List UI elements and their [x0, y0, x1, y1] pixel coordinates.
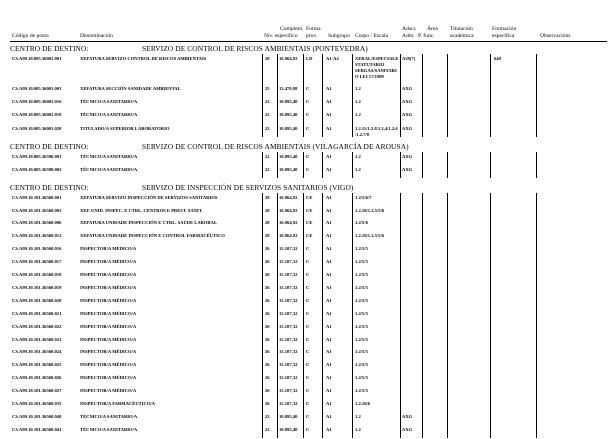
- cell-subgrupo: A1: [326, 336, 332, 342]
- cell-nivel: 26: [265, 375, 270, 381]
- cell-complemento: 10.095,40: [279, 166, 298, 172]
- cell-corpo: /1.2.7/8: [355, 131, 370, 137]
- cell-nivel: 26: [265, 362, 270, 368]
- cell-forma: C: [306, 413, 310, 419]
- column-divider: [400, 54, 401, 137]
- cell-nivel: 26: [265, 272, 270, 277]
- header-nivel: Niv. específico: [264, 33, 298, 39]
- column-divider: [352, 54, 353, 137]
- cell-denominacion: TÉCNICO/A SANITARIO/A: [80, 413, 138, 419]
- cell-nivel: 28: [265, 207, 270, 213]
- cell-complemento: 15.107,32: [279, 323, 298, 329]
- cell-nivel: 28: [265, 56, 270, 61]
- cell-code: CS.A99.10.005.36590.002: [12, 166, 62, 172]
- column-divider: [422, 152, 423, 178]
- cell-complemento: 15.107,32: [279, 272, 298, 277]
- cell-denominacion: XEFATURA SECCIÓN SANIDADE AMBIENTAL: [80, 86, 181, 91]
- header-prov: prov.: [306, 33, 318, 39]
- cell-nivel: 26: [265, 388, 270, 394]
- header-subgrupo: Subgrupo: [328, 33, 350, 39]
- cell-nivel: 22: [265, 413, 270, 419]
- cell-nivel: 22: [265, 99, 270, 105]
- cell-corpo: 1.2/5/5: [355, 388, 368, 394]
- cell-subgrupo: A1: [326, 220, 332, 226]
- cell-forma: CE: [306, 233, 313, 239]
- cell-corpo: 1.2.11/1.2.8/1.2.4/1.2.6: [355, 125, 398, 131]
- cell-nivel: 26: [265, 284, 270, 290]
- cell-nivel: 22: [265, 153, 270, 159]
- cell-subgrupo: A1: [326, 401, 332, 406]
- column-divider: [303, 152, 304, 178]
- cell-code: CS.A99.10.101.36560.019: [12, 284, 62, 290]
- section-title: SERVIZO DE CONTROL DE RISCOS AMBIENTAIS (PONTEVEDRA): [142, 44, 368, 53]
- cell-corpo: 1.2/5/5: [355, 336, 368, 342]
- cell-subgrupo: A1-A2: [326, 56, 339, 61]
- cell-code: CS.A99.10.101.36560.023: [12, 336, 62, 342]
- cell-code: CS.A99.10.101.36560.021: [12, 310, 62, 316]
- section-title: SERVIZO DE INSPECCIÓN DE SERVIZOS SANITARIOS (VIGO): [142, 182, 354, 192]
- cell-complemento: 15.107,32: [279, 259, 298, 265]
- cell-complemento: 10.095,40: [279, 112, 298, 118]
- column-divider: [262, 152, 263, 178]
- header-titulacion: Titulación: [450, 26, 473, 32]
- cell-adscr: A29(7): [402, 56, 416, 61]
- cell-forma: C: [306, 349, 310, 355]
- cell-forma: C: [306, 153, 310, 159]
- cell-adscr: AXG: [402, 426, 413, 432]
- cell-subgrupo: A1: [326, 426, 332, 432]
- column-divider: [536, 152, 537, 178]
- column-divider: [322, 193, 323, 438]
- cell-subgrupo: A1: [326, 194, 332, 200]
- cell-denominacion: XEFATURA SERVIZO INSPECCIÓN DE SERVIZOS SANITARIOS: [80, 194, 218, 200]
- cell-denominacion: XEFATURA UNIDADE INSPECCIÓN E CONTROL FARMACÉUTICO: [80, 233, 225, 239]
- cell-subgrupo: A1: [326, 272, 332, 277]
- cell-code: CS.A99.10.101.36560.041: [12, 426, 62, 432]
- cell-corpo: SERGAS/SANITARI: [355, 68, 397, 73]
- cell-code: CS.A99.10.101.36560.006: [12, 220, 62, 226]
- cell-corpo: 1.2: [355, 166, 361, 172]
- column-divider: [490, 54, 491, 137]
- cell-subgrupo: A1: [326, 207, 332, 213]
- cell-corpo: 1.2/5/5: [355, 349, 368, 355]
- cell-nivel: 28: [265, 194, 270, 200]
- cell-corpo: 1.2: [355, 426, 361, 432]
- cell-subgrupo: A1: [326, 323, 332, 329]
- cell-code: CS.A99.10.101.36560.040: [12, 413, 62, 419]
- column-divider: [400, 152, 401, 178]
- cell-denominacion: TITULADO/A SUPERIOR LABORATORIO: [80, 125, 170, 131]
- cell-nivel: 26: [265, 323, 270, 329]
- column-divider: [352, 193, 353, 438]
- cell-complemento: 10.095,40: [279, 99, 298, 105]
- cell-subgrupo: A1: [326, 86, 332, 91]
- column-divider: [536, 54, 537, 137]
- column-divider: [277, 193, 278, 438]
- cell-denominacion: INSPECTOR/A MÉDICO/A: [80, 310, 137, 316]
- header-codigo: Código de posto: [12, 33, 49, 39]
- cell-formacion: 640: [494, 56, 501, 61]
- cell-code: CS.A99.10.101.36560.012: [12, 233, 62, 239]
- cell-complemento: 10.095,40: [279, 413, 298, 419]
- column-divider: [400, 193, 401, 438]
- cell-code: CS.A99.10.101.36560.016: [12, 246, 62, 252]
- cell-complemento: 10.095,40: [279, 426, 298, 432]
- section-title: SERVIZO DE CONTROL DE RISCOS AMBIENTAIS (VILAGARCÍA DE AROUSA): [142, 141, 409, 151]
- cell-subgrupo: A1: [326, 99, 332, 105]
- cell-subgrupo: A1: [326, 375, 332, 381]
- cell-code: CS.A99.10.005.36001.020: [12, 125, 62, 131]
- cell-corpo: 1.2/5/6: [355, 220, 368, 226]
- cell-complemento: 15.107,32: [279, 336, 298, 342]
- cell-nivel: 26: [265, 246, 270, 252]
- cell-subgrupo: A1: [326, 246, 332, 252]
- cell-forma: C: [306, 284, 310, 290]
- cell-adscr: AXG: [402, 86, 413, 91]
- header-formacion: Formación: [492, 26, 517, 32]
- cell-corpo: 1.2: [355, 413, 361, 419]
- cell-corpo: 1.2/5/5: [355, 362, 368, 368]
- cell-forma: C: [306, 323, 310, 329]
- section-label: CENTRO DE DESTINO:: [10, 182, 89, 192]
- cell-code: CS.A99.10.005.36001.018: [12, 112, 62, 118]
- cell-complemento: 13.470,98: [279, 86, 298, 91]
- header-denominacion: Denominación: [80, 33, 113, 39]
- cell-corpo: 1.2: [355, 99, 361, 105]
- cell-complemento: 10.095,40: [279, 125, 298, 131]
- cell-denominacion: XEFATURA UNIDADE INSPECCIÓN E CTRL. SAÚDE LABORAL: [80, 220, 218, 226]
- column-divider: [490, 193, 491, 438]
- column-divider: [277, 152, 278, 178]
- cell-adscr: AXG: [402, 153, 413, 159]
- column-divider: [490, 152, 491, 178]
- cell-complemento: 15.107,32: [279, 375, 298, 381]
- cell-forma: C: [306, 388, 310, 394]
- cell-denominacion: INSPECTOR/A MÉDICO/A: [80, 259, 137, 265]
- cell-nivel: 28: [265, 220, 270, 226]
- column-divider: [277, 54, 278, 137]
- cell-forma: C: [306, 112, 310, 118]
- column-divider: [447, 152, 448, 178]
- cell-subgrupo: A1: [326, 297, 332, 303]
- cell-corpo: 1.2/5/5: [355, 310, 368, 316]
- cell-forma: C: [306, 259, 310, 265]
- cell-nivel: 26: [265, 349, 270, 355]
- cell-forma: C: [306, 375, 310, 381]
- cell-corpo: 1.2.10/1.2.5/5/6: [355, 233, 385, 239]
- cell-forma: C: [306, 246, 310, 252]
- header-area: Área: [427, 26, 438, 32]
- cell-corpo: 1.2/5/6/7: [355, 194, 372, 200]
- column-divider: [352, 152, 353, 178]
- cell-denominacion: INSPECTOR/A MÉDICO/A: [80, 297, 137, 303]
- header-corpo: Corpo / Escala: [355, 33, 388, 39]
- cell-denominacion: TÉCNICO/A SANITARIO/A: [80, 153, 138, 159]
- cell-nivel: 26: [265, 259, 270, 265]
- header-forma: Forma: [306, 26, 321, 32]
- cell-code: CS.A99.10.005.36590.001: [12, 153, 62, 159]
- cell-subgrupo: A1: [326, 233, 332, 239]
- cell-corpo: 1.2/5/5: [355, 272, 368, 277]
- cell-adscr: AXG: [402, 125, 413, 131]
- cell-adscr: AXG: [402, 166, 413, 172]
- cell-complemento: 15.107,32: [279, 349, 298, 355]
- cell-complemento: 16.964,92: [279, 233, 298, 239]
- cell-forma: C: [306, 362, 310, 368]
- column-divider: [322, 152, 323, 178]
- cell-nivel: 22: [265, 112, 270, 118]
- cell-complemento: 16.964,92: [279, 194, 298, 200]
- cell-forma: C: [306, 125, 310, 131]
- cell-nivel: 25: [265, 86, 270, 91]
- cell-corpo: 1.2/5/5: [355, 246, 368, 252]
- cell-forma: C: [306, 401, 310, 406]
- cell-subgrupo: A1: [326, 153, 332, 159]
- cell-nivel: 22: [265, 166, 270, 172]
- column-divider: [303, 193, 304, 438]
- cell-denominacion: INSPECTOR/A MÉDICO/A: [80, 246, 137, 252]
- cell-subgrupo: A1: [326, 388, 332, 394]
- cell-denominacion: INSPECTOR/A MÉDICO/A: [80, 375, 137, 381]
- cell-corpo: 1.2: [355, 112, 361, 118]
- cell-corpo: STATUTARIO: [355, 62, 385, 67]
- column-divider: [422, 54, 423, 137]
- cell-code: CS.A99.10.005.36001.003: [12, 86, 62, 91]
- cell-nivel: 22: [265, 426, 270, 432]
- cell-subgrupo: A1: [326, 166, 332, 172]
- cell-denominacion: INSPECTOR/A MÉDICO/A: [80, 336, 137, 342]
- column-divider: [303, 54, 304, 137]
- cell-forma: LD: [306, 56, 313, 61]
- cell-denominacion: TÉCNICO/A SANITARIO/A: [80, 426, 138, 432]
- cell-corpo: 1.2.10/1.2.5/5/6: [355, 207, 385, 213]
- cell-complemento: 15.107,32: [279, 246, 298, 252]
- cell-denominacion: TÉCNICO/A SANITARIO/A: [80, 112, 138, 118]
- column-divider: [536, 193, 537, 438]
- cell-code: CS.A99.10.005.36001.001: [12, 56, 62, 61]
- cell-denominacion: INSPECTOR/A MÉDICO/A: [80, 323, 137, 329]
- section-label: CENTRO DE DESTINO:: [10, 44, 89, 53]
- cell-forma: C: [306, 426, 310, 432]
- cell-corpo: 1.2: [355, 153, 361, 159]
- header-academica: académica: [450, 33, 474, 39]
- cell-code: CS.A99.10.101.36560.022: [12, 323, 62, 329]
- cell-adscr: AXG: [402, 99, 413, 105]
- cell-nivel: 22: [265, 125, 270, 131]
- header-complem: Complem.: [280, 26, 304, 32]
- cell-complemento: 16.964,92: [279, 207, 298, 213]
- cell-complemento: 15.107,32: [279, 401, 298, 406]
- cell-denominacion: INSPECTOR/A MÉDICO/A: [80, 272, 137, 277]
- cell-nivel: 28: [265, 233, 270, 239]
- header-rule: [10, 41, 607, 42]
- cell-denominacion: INSPECTOR/A MÉDICO/A: [80, 388, 137, 394]
- cell-code: CS.A99.10.101.36560.003: [12, 207, 62, 213]
- header-adm: Adm.: [402, 33, 415, 39]
- cell-complemento: 16.964,92: [279, 56, 298, 61]
- column-divider: [447, 54, 448, 137]
- cell-corpo: XERAL/ESPECIALE: [355, 56, 399, 61]
- column-divider: [322, 54, 323, 137]
- cell-forma: C: [306, 99, 310, 105]
- cell-nivel: 26: [265, 336, 270, 342]
- cell-code: CS.A99.10.101.36560.026: [12, 375, 62, 381]
- cell-code: CS.A99.10.101.36560.020: [12, 297, 62, 303]
- cell-code: CS.A99.10.101.36560.027: [12, 388, 62, 394]
- cell-complemento: 15.107,32: [279, 284, 298, 290]
- cell-code: CS.A99.10.005.36001.016: [12, 99, 62, 105]
- column-divider: [262, 193, 263, 438]
- cell-corpo: 1.2/5/5: [355, 259, 368, 265]
- cell-forma: C: [306, 166, 310, 172]
- cell-corpo: 1.2/5/5: [355, 375, 368, 381]
- cell-denominacion: XEFATURA SERVIZO CONTROL DE RISCOS AMBIENTAIS: [80, 56, 207, 61]
- cell-corpo: 1.2/5/5: [355, 323, 368, 329]
- cell-denominacion: INSPECTOR/A MÉDICO/A: [80, 349, 137, 355]
- cell-denominacion: INSPECTOR/A MÉDICO/A: [80, 284, 137, 290]
- cell-subgrupo: A1: [326, 125, 332, 131]
- cell-denominacion: XEF. UNID. INSPEC. E CTRL. CENTROS E PREST. SANIT.: [80, 207, 203, 213]
- cell-complemento: 15.107,32: [279, 310, 298, 316]
- cell-subgrupo: A1: [326, 284, 332, 290]
- cell-forma: C: [306, 297, 310, 303]
- cell-corpo: 1.2.10/6: [355, 401, 371, 406]
- cell-subgrupo: A1: [326, 259, 332, 265]
- cell-nivel: 26: [265, 401, 270, 406]
- cell-corpo: 1.2/5/5: [355, 284, 368, 290]
- header-pfunc: P. func.: [418, 33, 435, 39]
- cell-code: CS.A99.10.101.36560.017: [12, 259, 62, 265]
- cell-forma: C: [306, 310, 310, 316]
- cell-corpo: O LEI 17/1989: [355, 74, 384, 79]
- cell-code: CS.A99.10.101.36560.025: [12, 362, 62, 368]
- cell-forma: C: [306, 272, 310, 277]
- cell-nivel: 26: [265, 310, 270, 316]
- cell-denominacion: INSPECTOR/A MÉDICO/A: [80, 362, 137, 368]
- cell-code: CS.A99.10.101.36560.024: [12, 349, 62, 355]
- cell-code: CS.A99.10.101.36560.035: [12, 401, 62, 406]
- cell-forma: C: [306, 336, 310, 342]
- section-label: CENTRO DE DESTINO:: [10, 141, 89, 151]
- cell-denominacion: INSPECTOR/A FARMACÉUTICO/A: [80, 401, 155, 406]
- cell-code: CS.A99.10.101.36560.001: [12, 194, 62, 200]
- cell-complemento: 15.107,32: [279, 362, 298, 368]
- cell-code: CS.A99.10.101.36560.018: [12, 272, 62, 277]
- column-divider: [447, 193, 448, 438]
- cell-forma: CE: [306, 194, 313, 200]
- column-divider: [262, 54, 263, 137]
- cell-complemento: 15.107,32: [279, 297, 298, 303]
- cell-denominacion: TÉCNICO/A SANITARIO/A: [80, 99, 138, 105]
- cell-subgrupo: A1: [326, 310, 332, 316]
- cell-subgrupo: A1: [326, 413, 332, 419]
- column-divider: [422, 193, 423, 438]
- cell-forma: CE: [306, 220, 313, 226]
- cell-subgrupo: A1: [326, 349, 332, 355]
- cell-adscr: AXG: [402, 112, 413, 118]
- cell-subgrupo: A1: [326, 112, 332, 118]
- cell-denominacion: TÉCNICO/A SANITARIO/A: [80, 166, 138, 172]
- cell-nivel: 26: [265, 297, 270, 303]
- cell-complemento: 10.095,40: [279, 153, 298, 159]
- cell-forma: CE: [306, 207, 313, 213]
- cell-subgrupo: A1: [326, 362, 332, 368]
- cell-corpo: 1.2: [355, 86, 361, 91]
- cell-complemento: 16.964,92: [279, 220, 298, 226]
- cell-complemento: 15.107,32: [279, 388, 298, 394]
- cell-forma: C: [306, 86, 310, 91]
- header-adscr: Adscr.: [402, 26, 417, 32]
- header-observaciones: Observacións: [540, 33, 571, 39]
- cell-adscr: AXG: [402, 413, 413, 419]
- header-especifica: específica: [492, 33, 515, 39]
- cell-corpo: 1.2/5/5: [355, 297, 368, 303]
